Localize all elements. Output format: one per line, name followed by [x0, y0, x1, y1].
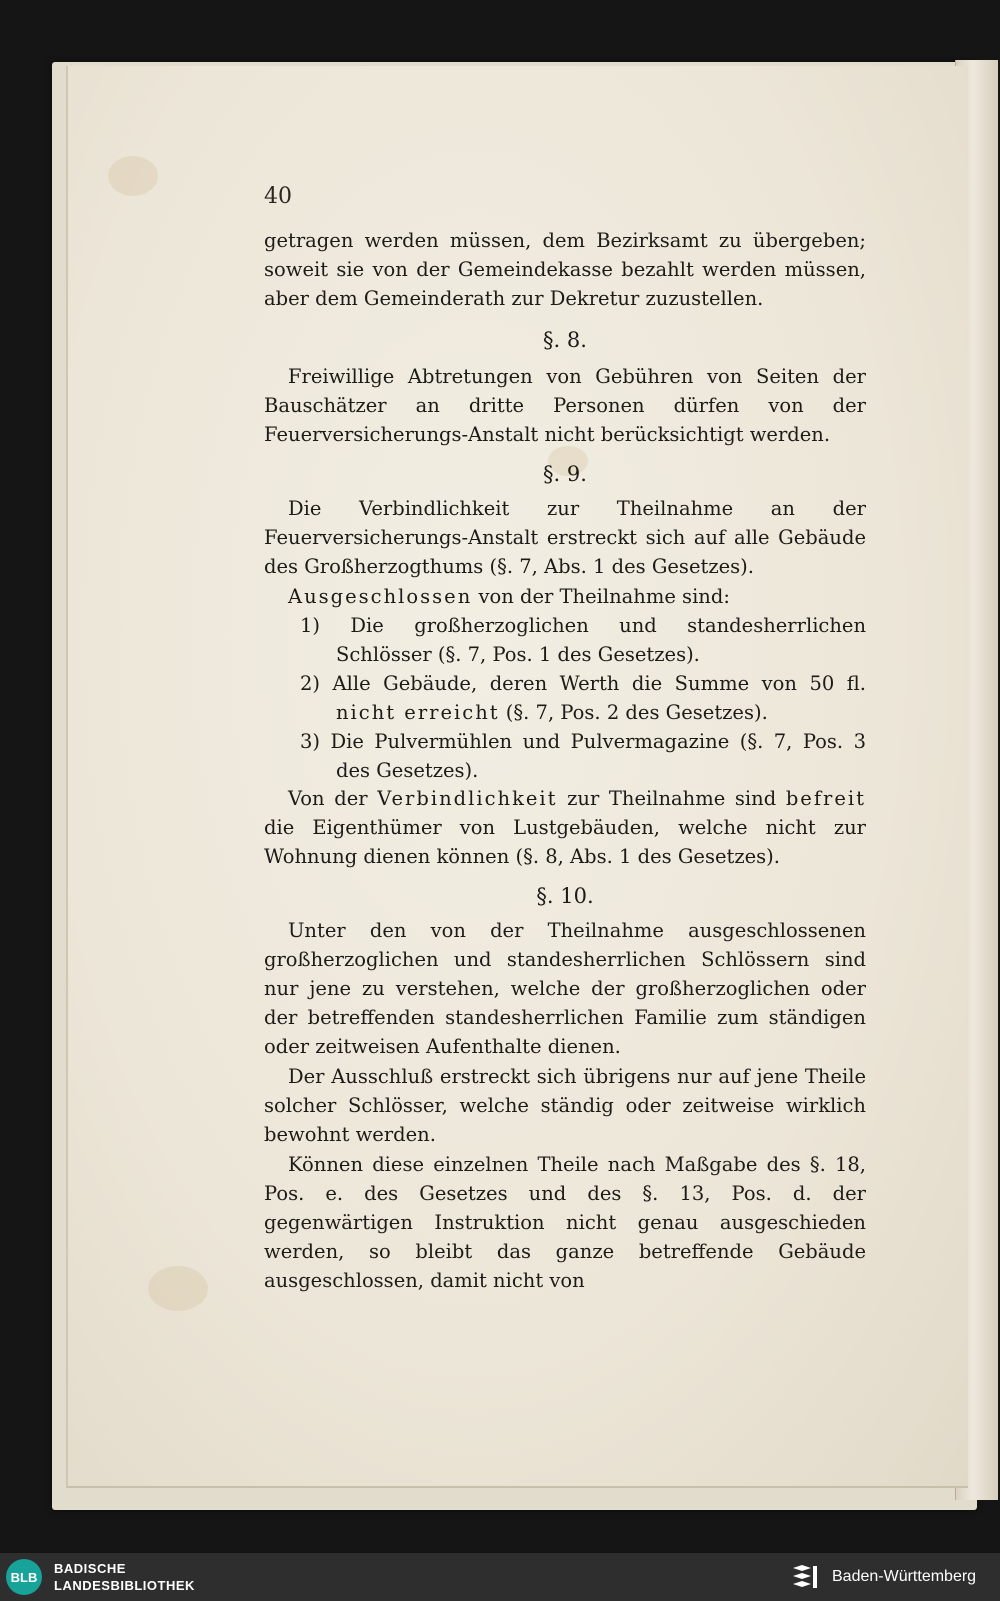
library-name-line-1: BADISCHE	[54, 1561, 126, 1576]
section-8-text: Freiwillige Abtretungen von Gebühren von Seiten der Bauschätzer an dritte Personen dürfen von der Feuerversicherungs-Anstalt nicht berücksichtigt werden.	[264, 365, 866, 446]
section-8-heading: §. 8.	[543, 328, 587, 352]
state-name[interactable]: Baden-Württemberg	[832, 1568, 977, 1585]
exemption-text: zur Theilnahme sind	[557, 787, 786, 810]
exemption-spaced: Verbindlichkeit	[377, 787, 558, 810]
list-item-number: 1)	[300, 614, 321, 637]
footer-bar	[0, 1553, 1000, 1601]
section-10-paragraph-1: Unter den von der Theilnahme ausgeschlossenen großherzoglichen und standesherrlichen Schlössern sind nur jene zu verstehen, welche der großherzoglichen oder der betreffenden standesherrlichen Familie zum ständigen oder zeitweisen Aufenthalte dienen.	[264, 919, 866, 1058]
section-10-paragraph-3: Können diese einzelnen Theile nach Maßgabe des §. 18, Pos. e. des Gesetzes und des §. 13, Pos. d. der gegenwärtigen Instruktion nicht genau ausgeschieden werden, so bleibt das ganze betreffende Gebäude ausgeschlossen, damit nicht von	[264, 1153, 866, 1292]
paper-stain	[148, 1266, 208, 1311]
exemption-text: die Eigenthümer von Lustgebäuden, welche nicht zur Wohnung dienen können (§. 8, Abs. 1 des Gesetzes).	[264, 816, 866, 868]
list-item	[300, 611, 866, 669]
paper-stain	[108, 156, 158, 196]
list-item-text: Alle Gebäude, deren Werth die Summe von 50 fl.	[332, 672, 867, 695]
coat-of-arms-icon	[790, 1562, 820, 1592]
list-item-number: 2)	[300, 672, 321, 695]
section-9-heading: §. 9.	[543, 462, 587, 486]
exclusion-intro-rest: von der Theilnahme sind:	[472, 585, 730, 608]
library-name-line-2: LANDESBIBLIOTHEK	[54, 1578, 195, 1593]
exclusion-intro-spaced: Ausgeschlossen	[288, 585, 473, 608]
intro-paragraph: getragen werden müssen, dem Bezirksamt zu übergeben; soweit sie von der Gemeindekasse bezahlt werden müssen, aber dem Gemeinderath zur Dekretur zuzustellen.	[264, 229, 866, 310]
exclusion-list	[300, 611, 866, 785]
exemption-paragraph	[264, 784, 866, 871]
list-item-spaced: nicht erreicht	[336, 701, 500, 724]
list-item-text: Die Pulvermühlen und Pulvermagazine (§. 7, Pos. 3 des Gesetzes).	[330, 730, 866, 782]
blb-logo[interactable]: BLB	[6, 1559, 42, 1595]
page-number: 40	[264, 184, 292, 209]
exclusion-intro	[264, 582, 866, 611]
list-item-text: (§. 7, Pos. 2 des Gesetzes).	[499, 701, 768, 724]
list-item-text: Die großherzoglichen und standesherrlichen Schlösser (§. 7, Pos. 1 des Gesetzes).	[336, 614, 867, 666]
list-item	[300, 669, 866, 727]
section-10-paragraph-2: Der Ausschluß erstreckt sich übrigens nur auf jene Theile solcher Schlösser, welche ständig oder zeitweise wirklich bewohnt werden.	[264, 1065, 866, 1146]
list-item	[300, 727, 866, 785]
section-9-text: Die Verbindlichkeit zur Theilnahme an der Feuerversicherungs-Anstalt erstreckt sich auf alle Gebäude des Großherzogthums (§. 7, Abs. 1 des Gesetzes).	[264, 497, 866, 578]
exemption-spaced: befreit	[785, 787, 866, 810]
list-item-number: 3)	[300, 730, 321, 753]
library-name[interactable]	[54, 1560, 195, 1594]
exemption-text: Von der	[288, 787, 378, 810]
section-10-heading: §. 10.	[536, 884, 594, 908]
